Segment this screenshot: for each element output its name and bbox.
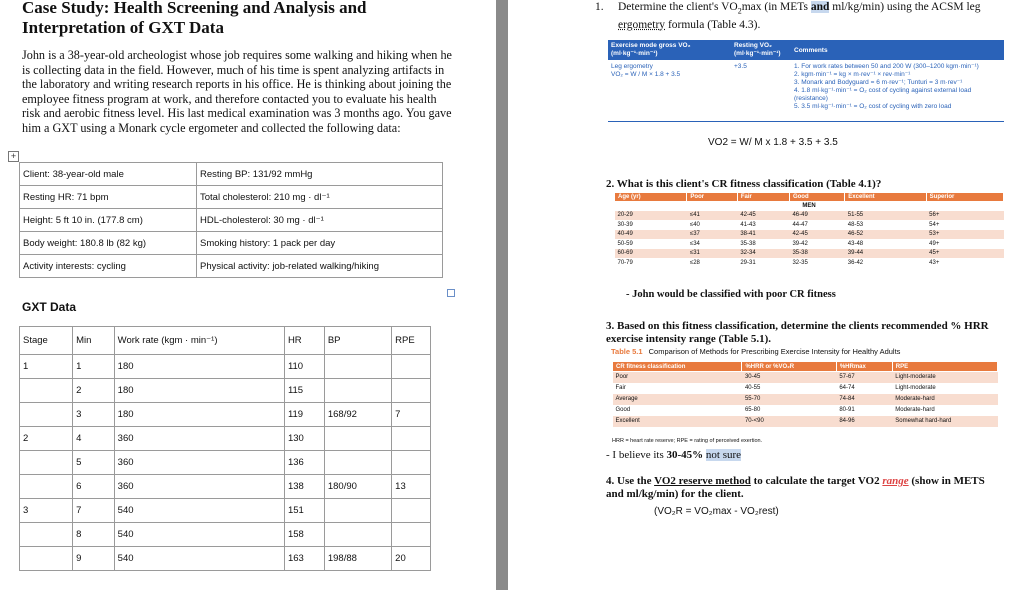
acsm-leg-formula: VO₂ = W / M × 1.8 + 3.5: [611, 71, 681, 78]
t51-row: [613, 394, 998, 405]
t51-header-cell: %HRR or %VO₂R: [742, 362, 836, 372]
client-info-table: [19, 162, 443, 278]
gxt-cell: 3: [73, 403, 115, 427]
gxt-cell: 3: [20, 499, 73, 523]
q4-end: (show in METS and ml/kg/min) for the client.: [606, 475, 985, 500]
cr-cell: 38-41: [740, 231, 756, 238]
t51-cell: 70-<90: [744, 418, 764, 424]
client-cell: Client: 38-year-old male: [20, 163, 197, 186]
acsm-resting: +3.5: [734, 63, 747, 70]
cr-row: [615, 211, 1004, 221]
cr-cell: 49+: [929, 240, 940, 247]
t51-header-cell: %HRmax: [836, 362, 892, 372]
cr-cell: 40-49: [617, 231, 633, 238]
client-cell: Height: 5 ft 10 in. (177.8 cm): [20, 209, 197, 232]
acsm-comment-line: 4. 1.8 ml·kg⁻¹·min⁻¹ = O₂ cost of cycling against external load (resistance): [794, 87, 972, 102]
vo2-formula: VO2 = W/ M x 1.8 + 3.5 + 3.5: [708, 137, 838, 148]
t51-cell: Fair: [615, 385, 626, 391]
cr-cell: 39-44: [847, 250, 864, 257]
q1-ergometry: ergometry: [618, 19, 666, 32]
client-cell: Body weight: 180.8 lb (82 kg): [20, 232, 197, 255]
t51-cell: Average: [615, 396, 638, 402]
gxt-cell: [324, 427, 391, 451]
gxt-cell: 9: [73, 547, 115, 571]
gxt-cell: 360: [114, 475, 284, 499]
gxt-cell: [20, 451, 73, 475]
gxt-cell: 8: [73, 523, 115, 547]
q4-pre: 4. Use the: [606, 475, 652, 487]
gxt-row: [20, 403, 431, 427]
t51-cell: Poor: [615, 374, 629, 381]
gxt-row: [20, 523, 431, 547]
client-row: [20, 163, 443, 186]
gxt-header-cell: RPE: [392, 327, 431, 355]
gxt-cell: [20, 547, 73, 571]
gxt-cell: [324, 355, 391, 379]
cr-header-cell: Age (yr): [615, 193, 687, 202]
q4-range: range: [882, 475, 909, 487]
gxt-row: [20, 547, 431, 571]
acsm-comment-line: 5. 3.5 ml·kg⁻¹·min⁻¹ = O₂ cost of cycling with zero load: [794, 103, 952, 110]
client-cell: HDL-cholesterol: 30 mg · dl⁻¹: [197, 209, 443, 232]
t51-cell: Moderate-hard: [895, 407, 935, 413]
table-5-1-caption-num: Table 5.1: [611, 347, 643, 356]
t51-cell: Moderate-hard: [895, 396, 935, 402]
client-row: [20, 232, 443, 255]
cr-cell: 32-34: [740, 250, 756, 257]
cr-header-cell: Good: [789, 193, 844, 202]
gxt-cell: 110: [284, 355, 324, 379]
gxt-header-cell: BP: [324, 327, 391, 355]
client-row: [20, 186, 443, 209]
acsm-header-2: Resting VO₂ (ml·kg⁻¹·min⁻¹): [734, 42, 781, 57]
cr-cell: 43+: [929, 259, 940, 266]
cr-cell: 51-55: [847, 212, 864, 219]
gxt-cell: 119: [284, 403, 324, 427]
gxt-cell: 360: [114, 451, 284, 475]
cr-cell: 56+: [929, 212, 940, 219]
gxt-cell: 158: [284, 523, 324, 547]
acsm-leg-ergometry: Leg ergometry: [611, 63, 653, 70]
table-5-1-caption-text: Comparison of Methods for Prescribing Exercise Intensity for Healthy Adults: [648, 347, 901, 356]
question-1: [595, 0, 998, 32]
gxt-header-cell: HR: [284, 327, 324, 355]
case-study-title: Case Study: Health Screening and Analysis and Interpretation of GXT Data: [22, 0, 367, 37]
answer-3-highlight: not sure: [705, 449, 742, 461]
gxt-cell: [392, 523, 431, 547]
cr-cell: 43-48: [847, 240, 864, 247]
question-3: 3. Based on this fitness classification, determine the clients recommended % HRR exercise intensity range (Table 5.1).: [606, 320, 989, 345]
acsm-header-3: Comments: [794, 47, 828, 54]
gxt-cell: [392, 379, 431, 403]
gxt-cell: [392, 427, 431, 451]
cr-cell: 53+: [929, 231, 940, 238]
gxt-cell: 1: [73, 355, 115, 379]
q1-text-d: formula (Table 4.3).: [667, 19, 761, 32]
client-cell: Total cholesterol: 210 mg · dl⁻¹: [197, 186, 443, 209]
q1-text-a: Determine the client's VO: [618, 1, 738, 13]
t51-cell: Excellent: [615, 418, 640, 424]
gxt-cell: [324, 499, 391, 523]
gxt-cell: 198/88: [324, 547, 391, 571]
gxt-cell: [20, 379, 73, 403]
t51-cell: 55-70: [744, 396, 761, 402]
answer-3-pre: - I believe its: [606, 449, 664, 461]
cr-row: [615, 220, 1004, 230]
gxt-header-cell: Work rate (kgm · min⁻¹): [114, 327, 284, 355]
t51-cell: 65-80: [744, 407, 761, 413]
client-cell: Resting HR: 71 bpm: [20, 186, 197, 209]
gxt-cell: 1: [20, 355, 73, 379]
gxt-cell: 540: [114, 499, 284, 523]
client-row: [20, 209, 443, 232]
acsm-formula-table: [608, 40, 1004, 122]
cr-cell: 50-59: [617, 240, 633, 247]
cr-cell: 60-69: [617, 250, 633, 257]
t51-cell: 30-45: [744, 374, 761, 381]
t51-row: [613, 383, 998, 394]
gxt-cell: 138: [284, 475, 324, 499]
cr-fitness-table: [614, 192, 1004, 268]
table-move-handle[interactable]: +: [8, 151, 19, 162]
table-5-1-caption: [611, 347, 900, 356]
q1-text-c: ml/kg/min) using the ACSM leg: [832, 1, 981, 13]
t51-cell: 57-67: [839, 374, 855, 381]
cr-cell: 46-52: [847, 231, 864, 238]
cr-cell: 42-45: [792, 231, 808, 238]
acsm-comment-line: 1. For work rates between 50 and 200 W (300–1200 kgm·min⁻¹): [794, 63, 979, 70]
cr-cell: 46-49: [792, 212, 808, 219]
gxt-cell: [324, 451, 391, 475]
cr-cell: ≤31: [689, 250, 700, 257]
cr-cell: 35-38: [740, 240, 756, 247]
cr-cell: 36-42: [847, 259, 864, 266]
acsm-comment-line: 2. kgm·min⁻¹ = kg × m·rev⁻¹ × rev·min⁻¹: [794, 71, 911, 78]
gxt-cell: [20, 475, 73, 499]
answer-3: [606, 449, 741, 461]
cr-header-cell: Poor: [687, 193, 737, 202]
question-1-number: 1.: [595, 1, 604, 13]
cr-row: [615, 258, 1004, 268]
q4-mid: to calculate the target VO2: [753, 475, 880, 487]
gxt-cell: 7: [392, 403, 431, 427]
gxt-cell: [392, 355, 431, 379]
gxt-row: [20, 475, 431, 499]
gxt-row: [20, 427, 431, 451]
t51-header-cell: CR fitness classification: [613, 362, 742, 372]
gxt-cell: [20, 403, 73, 427]
gxt-cell: [324, 379, 391, 403]
client-cell: Smoking history: 1 pack per day: [197, 232, 443, 255]
gxt-row: [20, 355, 431, 379]
gxt-cell: 2: [20, 427, 73, 451]
t51-cell: Light-moderate: [895, 374, 936, 381]
gxt-data-table: [19, 326, 431, 571]
acsm-comments: [794, 63, 1002, 111]
gxt-cell: 180: [114, 355, 284, 379]
cr-cell: 41-43: [740, 221, 756, 228]
gxt-row: [20, 451, 431, 475]
gxt-cell: [392, 499, 431, 523]
gxt-cell: 6: [73, 475, 115, 499]
gxt-cell: [324, 523, 391, 547]
gxt-cell: 136: [284, 451, 324, 475]
t51-cell: 84-96: [839, 418, 855, 424]
cr-row: [615, 249, 1004, 259]
t51-cell: 80-91: [839, 407, 855, 413]
acsm-comment-line: 3. Monark and Bodyguard = 6 m·rev⁻¹; Tunturi = 3 m·rev⁻¹: [794, 79, 963, 86]
question-2: 2. What is this client's CR fitness classification (Table 4.1)?: [606, 178, 882, 190]
cr-cell: 29-31: [740, 259, 756, 266]
answer-3-bold: 30-45%: [666, 449, 704, 461]
client-cell: Physical activity: job-related walking/hiking: [197, 255, 443, 278]
gxt-cell: 180: [114, 379, 284, 403]
gxt-cell: 180: [114, 403, 284, 427]
right-document-page: [508, 0, 1024, 590]
gxt-cell: 151: [284, 499, 324, 523]
gxt-cell: 2: [73, 379, 115, 403]
q1-and: and: [810, 1, 830, 13]
t51-cell: Somewhat hard-hard: [895, 418, 952, 424]
cr-cell: ≤40: [689, 221, 700, 228]
gxt-cell: 7: [73, 499, 115, 523]
cr-cell: 42-45: [740, 212, 756, 219]
cr-cell: 44-47: [792, 221, 808, 228]
answer-2: - John would be classified with poor CR fitness: [626, 289, 836, 300]
cr-cell: 39-42: [792, 240, 808, 247]
client-cell: Activity interests: cycling: [20, 255, 197, 278]
q1-text-b: max (in METs: [741, 1, 808, 13]
left-document-page: [0, 0, 496, 590]
cr-cell: ≤28: [689, 259, 700, 266]
gxt-cell: 540: [114, 547, 284, 571]
t51-cell: Light-moderate: [895, 385, 936, 391]
cr-header-cell: Excellent: [845, 193, 926, 202]
gxt-data-heading: GXT Data: [22, 300, 77, 314]
cr-row: [615, 230, 1004, 240]
t51-cell: Good: [615, 407, 631, 413]
table-5-1-note: HRR = heart rate reserve; RPE = rating of perceived exertion.: [612, 438, 763, 444]
cr-cell: 35-38: [792, 250, 808, 257]
gxt-cell: 5: [73, 451, 115, 475]
acsm-header-1: Exercise mode gross VO₂ (ml·kg⁻¹·min⁻¹): [611, 42, 691, 57]
cr-cell: 48-53: [847, 221, 864, 228]
cr-cell: 32-35: [792, 259, 808, 266]
cr-cell: ≤41: [689, 212, 700, 219]
t51-header-cell: RPE: [892, 362, 997, 372]
cr-men-label: MEN: [802, 203, 816, 210]
t51-cell: 74-84: [839, 396, 855, 402]
cr-cell: 54+: [929, 221, 940, 228]
gxt-cell: 13: [392, 475, 431, 499]
q4-underline: VO2 reserve method: [654, 475, 751, 487]
gxt-header-cell: Stage: [20, 327, 73, 355]
case-description: John is a 38-year-old archeologist whose job requires some walking and hiking when he is collecting data in the field. However, much of his time is spent analyzing artifacts in the laboratory and writing research reports in his office. He is thinking about joining the employee fitness program at work, and therefore contacted you to evaluate his health risk and aerobic fitness level. His last medical examination was 3 months ago. You gave him a GXT using a Monark cycle ergometer and collected the following data:: [22, 48, 452, 135]
t51-cell: 40-55: [744, 385, 761, 391]
cr-cell: 20-29: [617, 212, 633, 219]
cr-header-cell: Fair: [737, 193, 789, 202]
gxt-cell: 180/90: [324, 475, 391, 499]
cr-header-cell: Superior: [926, 193, 1003, 202]
gxt-cell: [392, 451, 431, 475]
client-row: [20, 255, 443, 278]
gxt-cell: 540: [114, 523, 284, 547]
gxt-cell: 168/92: [324, 403, 391, 427]
cr-cell: 45+: [929, 250, 940, 257]
gxt-cell: 20: [392, 547, 431, 571]
cr-cell: ≤34: [689, 240, 700, 247]
client-cell: Resting BP: 131/92 mmHg: [197, 163, 443, 186]
gxt-cell: 130: [284, 427, 324, 451]
question-4: [606, 475, 998, 501]
t51-cell: 64-74: [839, 385, 855, 391]
vo2r-formula: (VO₂R = VO₂max - VO₂rest): [654, 506, 779, 517]
gxt-cell: 360: [114, 427, 284, 451]
gxt-cell: [20, 523, 73, 547]
table-resize-handle[interactable]: [447, 289, 455, 297]
gxt-cell: 4: [73, 427, 115, 451]
gxt-cell: 115: [284, 379, 324, 403]
t51-row: [613, 416, 998, 427]
gxt-row: [20, 379, 431, 403]
t51-row: [613, 405, 998, 416]
gxt-row: [20, 499, 431, 523]
gxt-header-cell: Min: [73, 327, 115, 355]
gxt-cell: 163: [284, 547, 324, 571]
cr-cell: 70-79: [617, 259, 633, 266]
cr-row: [615, 239, 1004, 249]
t51-row: [613, 372, 998, 383]
q1-sub: 2: [737, 6, 742, 16]
intensity-table: [612, 361, 998, 427]
cr-cell: ≤37: [689, 231, 700, 238]
cr-cell: 30-39: [617, 221, 633, 228]
